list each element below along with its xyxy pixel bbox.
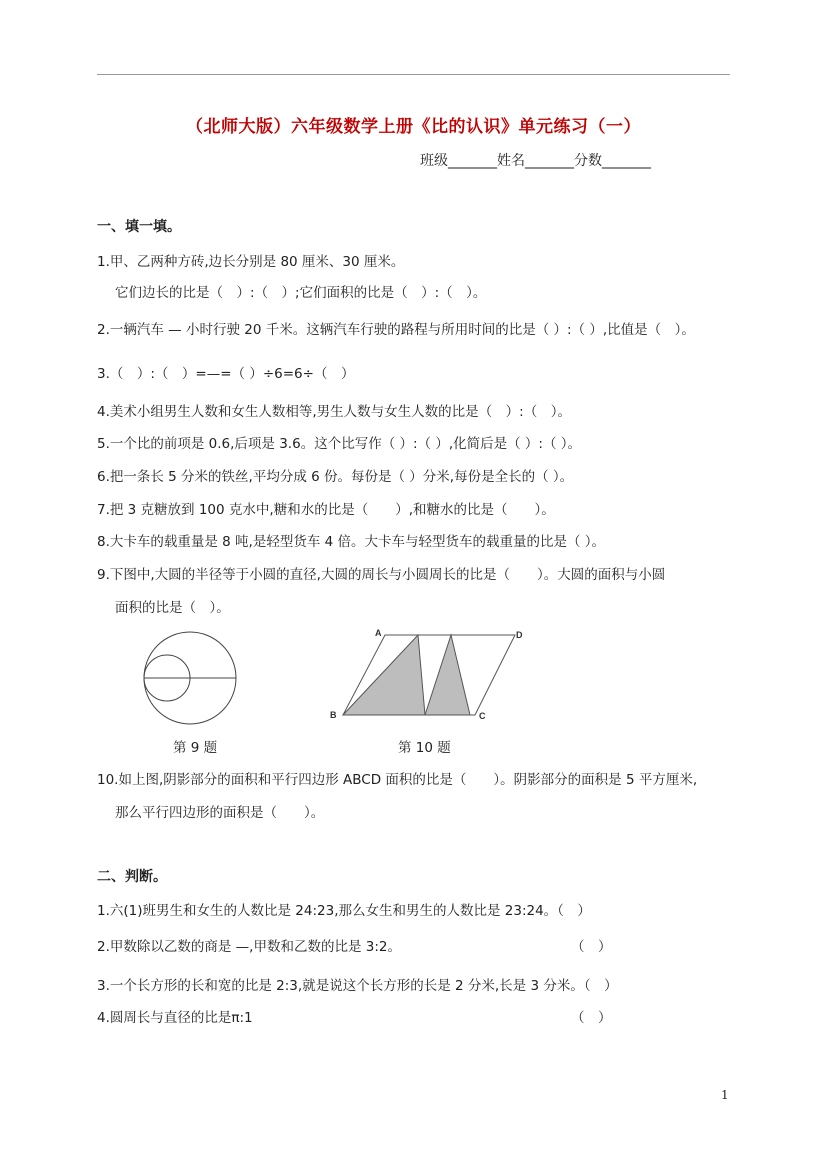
judge-2-paren: （ ） (571, 939, 612, 955)
question-8: 8.大卡车的载重量是 8 吨,是轻型货车 4 倍。大卡车与轻型货车的载重量的比是（ ）。 (97, 534, 606, 550)
figure-10-parallelogram (325, 622, 535, 728)
judge-1: 1.六(1)班男生和女生的人数比是 24:23,那么女生和男生的人数比是 23:24。（ ） (97, 903, 591, 919)
judge-3: 3.一个长方形的长和宽的比是 2:3,就是说这个长方形的长是 2 分米,长是 3 分米。（ ） (97, 978, 618, 994)
shaded-triangle-1 (343, 635, 425, 715)
page-number: 1 (721, 1088, 729, 1102)
label-c: C (479, 711, 486, 721)
question-5: 5.一个比的前项是 0.6,后项是 3.6。这个比写作（ ）:（ ）,化简后是（ ）:（ ）。 (97, 436, 581, 452)
question-10a: 10.如上图,阴影部分的面积和平行四边形 ABCD 面积的比是（ ）。阴影部分的面积是 5 平方厘米, (97, 772, 698, 788)
caption-figure-9: 第 9 题 (173, 740, 218, 756)
question-9b: 面积的比是（ ）。 (115, 600, 230, 616)
caption-figure-10: 第 10 题 (398, 740, 451, 756)
question-3: 3.（ ）:（ ）=—=（ ）÷6=6÷（ ） (97, 366, 355, 382)
question-2: 2.一辆汽车 — 小时行驶 20 千米。这辆汽车行驶的路程与所用时间的比是（ ）:（ ）,比值是（ ）。 (97, 322, 695, 338)
label-b: B (330, 710, 337, 720)
label-a: A (375, 628, 382, 638)
header-rule (97, 74, 730, 75)
page-title: （北师大版）六年级数学上册《比的认识》单元练习（一） (186, 117, 641, 137)
question-4: 4.美术小组男生人数和女生人数相等,男生人数与女生人数的比是（ ）:（ ）。 (97, 404, 571, 420)
judge-4-paren: （ ） (571, 1010, 612, 1026)
shaded-triangle-2 (425, 635, 470, 715)
question-6: 6.把一条长 5 分米的铁丝,平均分成 6 份。每份是（ ）分米,每份是全长的（ ）。 (97, 469, 574, 485)
question-1b: 它们边长的比是（ ）:（ ）;它们面积的比是（ ）:（ ）。 (115, 285, 487, 301)
judge-4: 4.圆周长与直径的比是π:1 (97, 1010, 253, 1026)
section-fill-heading: 一、填一填。 (97, 219, 181, 235)
judge-2: 2.甲数除以乙数的商是 —,甲数和乙数的比是 3:2。 (97, 939, 401, 955)
label-d: D (516, 630, 523, 640)
student-info-line: 班级_______姓名_______分数_______ (420, 153, 651, 169)
question-1a: 1.甲、乙两种方砖,边长分别是 80 厘米、30 厘米。 (97, 254, 405, 270)
question-10b: 那么平行四边形的面积是（ ）。 (115, 805, 325, 821)
question-9a: 9.下图中,大圆的半径等于小圆的直径,大圆的周长与小圆周长的比是（ ）。大圆的面积与小圆 (97, 567, 666, 583)
question-7: 7.把 3 克糖放到 100 克水中,糖和水的比是（ ）,和糖水的比是（ ）。 (97, 502, 555, 518)
section-judge-heading: 二、判断。 (97, 869, 167, 885)
figure-9-circles (138, 628, 242, 732)
